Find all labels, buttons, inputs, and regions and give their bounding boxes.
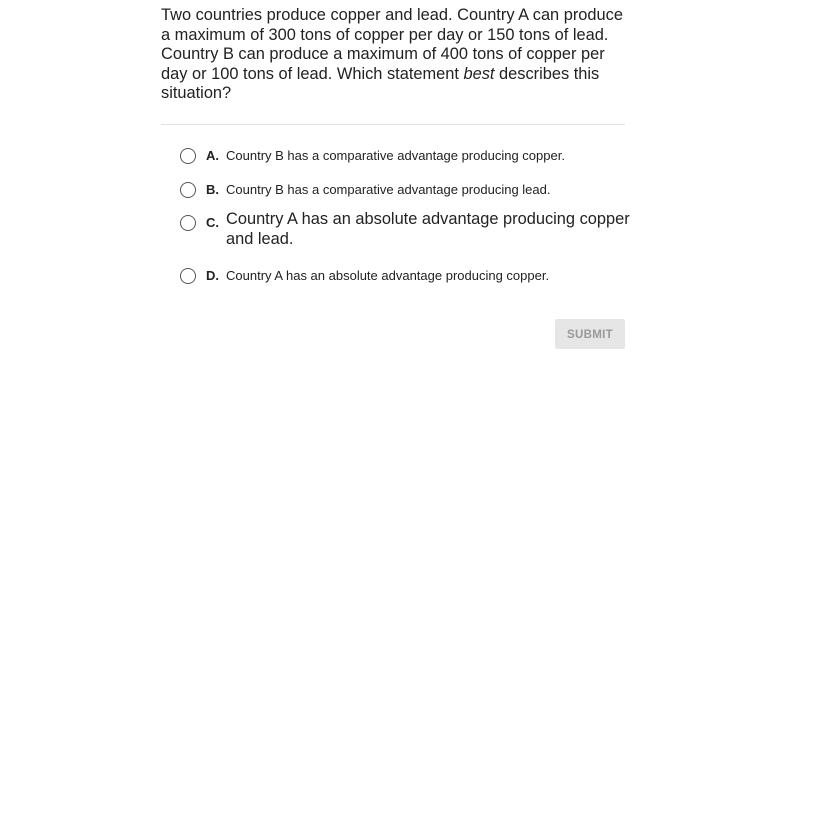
radio-button-c[interactable] bbox=[180, 215, 196, 231]
radio-button-a[interactable] bbox=[180, 148, 196, 164]
choice-text-d: Country A has an absolute advantage producing copper. bbox=[226, 268, 550, 283]
question-text bbox=[161, 6, 631, 104]
choice-letter-b: B. bbox=[206, 182, 219, 197]
answer-choices bbox=[180, 145, 640, 295]
choice-text-a: Country B has a comparative advantage producing copper. bbox=[226, 148, 565, 163]
choice-text-c: Country A has an absolute advantage producing copper and lead. bbox=[226, 210, 630, 248]
question-emphasis: best bbox=[463, 64, 495, 83]
question-text-after: describes this situation? bbox=[161, 64, 600, 102]
question-text-before: Two countries produce copper and lead. Country A can produce a maximum of 300 tons of copper per day or 150 tons of lead. Country B can produce a maximum of 400 tons of copper per day or 100 tons of lead. Which statement bbox=[161, 6, 623, 83]
choice-letter-a: A. bbox=[206, 148, 219, 163]
question-container bbox=[161, 6, 631, 104]
submit-button[interactable]: SUBMIT bbox=[555, 319, 625, 349]
divider bbox=[161, 124, 625, 125]
choice-a[interactable] bbox=[180, 145, 640, 179]
choice-text-b: Country B has a comparative advantage producing lead. bbox=[226, 182, 551, 197]
choice-letter-d: D. bbox=[206, 268, 219, 283]
choice-b[interactable] bbox=[180, 179, 640, 212]
radio-button-b[interactable] bbox=[180, 182, 196, 198]
radio-button-d[interactable] bbox=[180, 268, 196, 284]
choice-letter-c: C. bbox=[206, 215, 219, 230]
choice-d[interactable] bbox=[180, 265, 640, 295]
choice-c[interactable] bbox=[180, 212, 640, 265]
